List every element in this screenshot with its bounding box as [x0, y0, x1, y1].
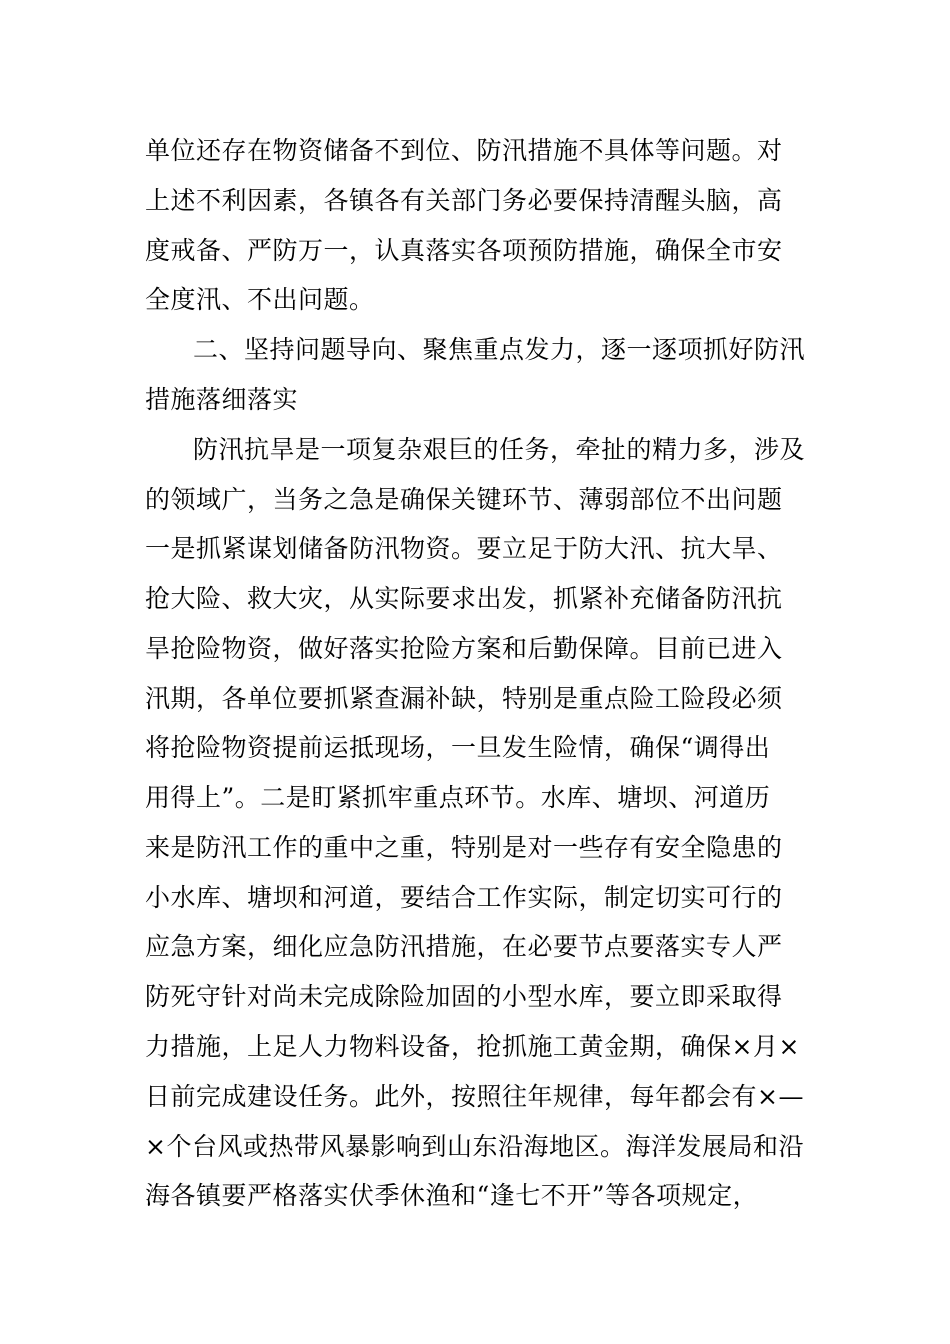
- text-line: ×个台风或热带风暴影响到山东沿海地区。海洋发展局和沿: [145, 1132, 804, 1161]
- text-line: 防死守针对尚未完成除险加固的小型水库，要立即采取得: [145, 982, 783, 1011]
- text-line: 用得上”。二是盯紧抓牢重点环节。水库、塘坝、河道历: [145, 783, 771, 812]
- text-line: 旱抢险物资，做好落实抢险方案和后勤保障。目前已进入: [145, 634, 783, 663]
- section-heading-continued: 措施落细落实: [145, 385, 299, 414]
- text-line: 小水库、塘坝和河道，要结合工作实际，制定切实可行的: [145, 883, 783, 912]
- text-line: 海各镇要严格落实伏季休渔和“逢七不开”等各项规定，: [145, 1181, 759, 1210]
- section-heading: 二、坚持问题导向、聚焦重点发力，逐一逐项抓好防汛: [193, 335, 806, 364]
- text-line: 全度汛、不出问题。: [145, 285, 375, 314]
- text-line: 应急方案，细化应急防汛措施，在必要节点要落实专人严: [145, 932, 783, 961]
- text-line: 的领域广，当务之急是确保关键环节、薄弱部位不出问题: [145, 485, 783, 514]
- text-line: 度戒备、严防万一，认真落实各项预防措施，确保全市安: [145, 236, 783, 265]
- paragraph-start: 防汛抗旱是一项复杂艰巨的任务，牵扯的精力多，涉及: [193, 435, 806, 464]
- text-line: 来是防汛工作的重中之重，特别是对一些存有安全隐患的: [145, 833, 783, 862]
- text-line: 一是抓紧谋划储备防汛物资。要立足于防大汛、抗大旱、: [145, 534, 783, 563]
- text-line: 将抢险物资提前运抵现场，一旦发生险情，确保“调得出: [145, 733, 771, 762]
- text-line: 汛期，各单位要抓紧查漏补缺，特别是重点险工险段必须: [145, 684, 783, 713]
- text-line: 日前完成建设任务。此外，按照往年规律，每年都会有×—: [145, 1082, 804, 1111]
- text-line: 上述不利因素，各镇各有关部门务必要保持清醒头脑，高: [145, 186, 783, 215]
- text-line: 力措施，上足人力物料设备，抢抓施工黄金期，确保×月×: [145, 1032, 800, 1061]
- text-line: 单位还存在物资储备不到位、防汛措施不具体等问题。对: [145, 136, 783, 165]
- text-line: 抢大险、救大灾，从实际要求出发，抓紧补充储备防汛抗: [145, 584, 783, 613]
